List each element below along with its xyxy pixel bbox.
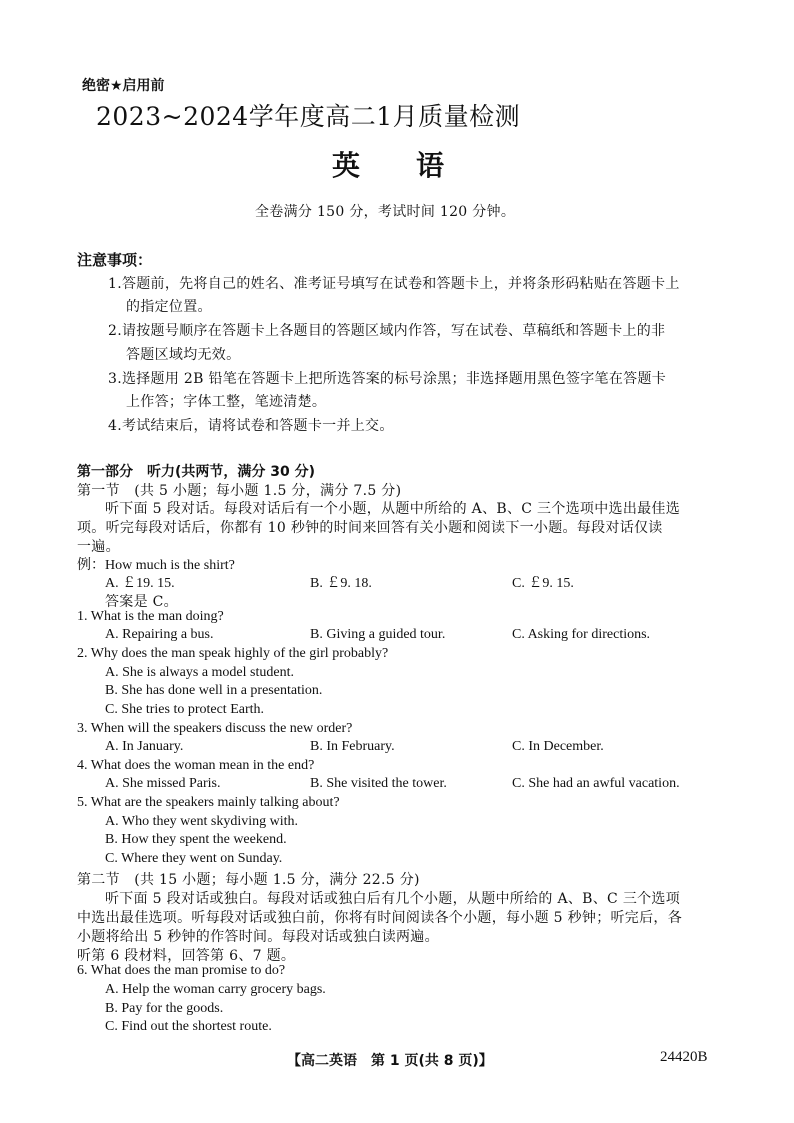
section2-title: 第二节 (共 15 小题；每小题 1.5 分，满分 22.5 分) [77, 872, 420, 888]
q5-option-b: B. How they spent the weekend. [105, 832, 287, 847]
notice-item-3-cont: 上作答；字体工整，笔迹清楚。 [126, 394, 327, 410]
q3-option-c: C. In December. [512, 739, 604, 754]
section1-title: 第一节 (共 5 小题；每小题 1.5 分，满分 7.5 分) [77, 483, 402, 499]
notice-item-1: 1.答题前，先将自己的姓名、准考证号填写在试卷和答题卡上，并将条形码粘贴在答题卡上 [108, 276, 680, 292]
q4-option-a: A. She missed Paris. [105, 776, 221, 791]
q2-option-c: C. She tries to protect Earth. [105, 702, 265, 717]
q4-option-c: C. She had an awful vacation. [512, 776, 680, 791]
notice-item-4: 4.考试结束后，请将试卷和答题卡一并上交。 [108, 418, 394, 434]
q3-option-a: A. In January. [105, 739, 184, 754]
notice-item-2-cont: 答题区域均无效。 [126, 347, 241, 363]
q6-option-c: C. Find out the shortest route. [105, 1019, 272, 1034]
q5-option-c: C. Where they went on Sunday. [105, 851, 283, 866]
section1-instruction-line3: 一遍。 [77, 539, 120, 555]
example-answer: 答案是 C。 [105, 594, 178, 610]
question-3: 3. When will the speakers discuss the new order? [77, 721, 353, 736]
section2-instruction-line1: 听下面 5 段对话或独白。每段对话或独白后有几个小题，从题中所给的 A、B、C 三个选项 [105, 891, 681, 907]
q1-option-a: A. Repairing a bus. [105, 627, 214, 642]
q4-option-b: B. She visited the tower. [310, 776, 447, 791]
section2-material-6: 听第 6 段材料，回答第 6、7 题。 [77, 948, 296, 964]
section1-instruction-line2: 项。听完每段对话后，你都有 10 秒钟的时间来回答有关小题和阅读下一小题。每段对话仅读 [77, 520, 663, 536]
example-option-a: A. ￡19. 15. [105, 576, 175, 591]
question-4: 4. What does the woman mean in the end? [77, 758, 315, 773]
section2-instruction-line3: 小题将给出 5 秒钟的作答时间。每段对话或独白读两遍。 [77, 929, 439, 945]
exam-title: 2023~2024学年度高二1月质量检测 [96, 102, 521, 131]
q6-option-a: A. Help the woman carry grocery bags. [105, 982, 326, 997]
q2-option-a: A. She is always a model student. [105, 665, 294, 680]
q5-option-a: A. Who they went skydiving with. [105, 814, 299, 829]
question-5: 5. What are the speakers mainly talking about? [77, 795, 340, 810]
q6-option-b: B. Pay for the goods. [105, 1001, 224, 1016]
question-2: 2. Why does the man speak highly of the girl probably? [77, 646, 389, 661]
page-footer-label: 【高二英语 第 1 页(共 8 页)】 [287, 1053, 493, 1069]
example-option-c: C. ￡9. 15. [512, 576, 574, 591]
question-1: 1. What is the man doing? [77, 609, 224, 624]
q2-option-b: B. She has done well in a presentation. [105, 683, 323, 698]
q3-option-b: B. In February. [310, 739, 395, 754]
score-info: 全卷满分 150 分，考试时间 120 分钟。 [255, 204, 516, 220]
exam-code: 24420B [660, 1049, 708, 1065]
section2-instruction-line2: 中选出最佳选项。听每段对话或独白前，你将有时间阅读各个小题，每小题 5 秒钟；听完后，各 [77, 910, 683, 926]
secret-mark: 绝密★启用前 [82, 78, 165, 94]
notice-item-3: 3.选择题用 2B 铅笔在答题卡上把所选答案的标号涂黑；非选择题用黑色签字笔在答题卡 [108, 371, 667, 387]
q1-option-c: C. Asking for directions. [512, 627, 651, 642]
part1-title: 第一部分 听力(共两节，满分 30 分) [77, 464, 316, 480]
notice-title: 注意事项： [77, 251, 153, 269]
section1-instruction-line1: 听下面 5 段对话。每段对话后有一个小题，从题中所给的 A、B、C 三个选项中选出最佳选 [105, 501, 681, 517]
notice-item-1-cont: 的指定位置。 [126, 299, 212, 315]
example-question: 例：How much is the shirt? [77, 558, 235, 573]
example-option-b: B. ￡9. 18. [310, 576, 372, 591]
q1-option-b: B. Giving a guided tour. [310, 627, 446, 642]
subject-title: 英 语 [332, 149, 445, 182]
question-6: 6. What does the man promise to do? [77, 963, 286, 978]
notice-item-2: 2.请按题号顺序在答题卡上各题目的答题区域内作答，写在试卷、草稿纸和答题卡上的非 [108, 323, 666, 339]
